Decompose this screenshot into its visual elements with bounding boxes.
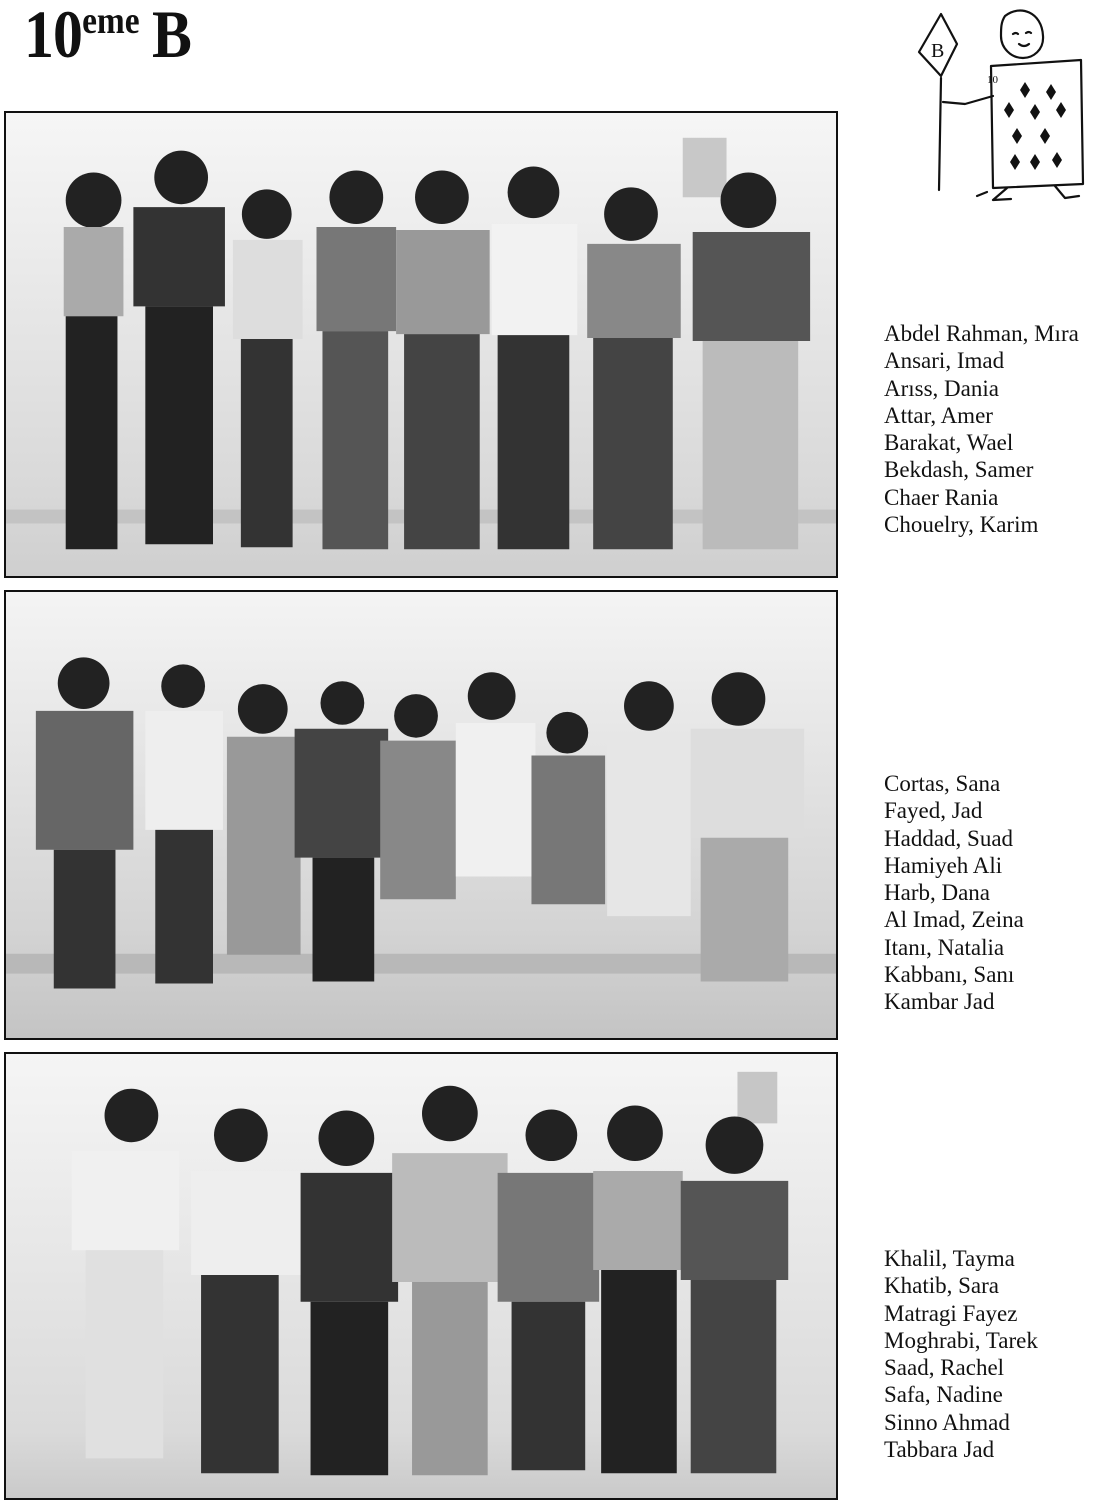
mascot-card-value: 10 (987, 74, 998, 86)
student-name: Barakat, Wael (884, 430, 1014, 456)
photo-3-image (6, 1054, 836, 1498)
title-number: 10 (24, 0, 83, 72)
name-list-group-3 (884, 1245, 1038, 1463)
student-name: Saad, Rachel (884, 1355, 1005, 1381)
student-name: Attar, Amer (884, 402, 993, 428)
student-name: Sinno Ahmad (884, 1409, 1010, 1435)
student-name: Itanı, Natalia (884, 934, 1005, 960)
student-name: Ansari, Imad (884, 348, 1005, 374)
playing-card-mascot-icon (905, 6, 1085, 202)
mascot-flag-letter: B (931, 40, 945, 62)
student-name: Moghrabi, Tarek (884, 1327, 1038, 1353)
student-name: Kabbanı, Sanı (884, 962, 1015, 988)
student-name: Kambar Jad (884, 989, 995, 1015)
student-name: Al Imad, Zeina (884, 907, 1024, 933)
title-section: B (151, 0, 191, 72)
class-group-photo-1 (4, 111, 838, 578)
student-name: Tabbara Jad (884, 1437, 995, 1463)
student-name: Fayed, Jad (884, 798, 983, 824)
name-list-group-1 (884, 320, 1079, 538)
photo-1-image (6, 113, 836, 576)
photo-2-image (6, 592, 836, 1038)
page-title (24, 0, 191, 72)
name-list-group-2 (884, 770, 1024, 1016)
student-name: Matragi Fayez (884, 1300, 1018, 1326)
student-name: Safa, Nadine (884, 1382, 1003, 1408)
student-name: Abdel Rahman, Mıra (884, 321, 1079, 346)
student-name: Khalil, Tayma (884, 1246, 1015, 1271)
student-name: Haddad, Suad (884, 825, 1014, 851)
student-name: Arıss, Dania (884, 375, 999, 401)
student-name: Chaer Rania (884, 484, 999, 510)
class-group-photo-2 (4, 590, 838, 1040)
student-name: Harb, Dana (884, 880, 991, 906)
class-group-photo-3 (4, 1052, 838, 1500)
student-name: Chouelry, Karim (884, 512, 1039, 538)
student-name: Cortas, Sana (884, 771, 1001, 796)
student-name: Hamiyeh Ali (884, 852, 1003, 878)
student-name: Khatib, Sara (884, 1273, 999, 1299)
title-superscript: eme (82, 0, 140, 42)
student-name: Bekdash, Samer (884, 457, 1034, 483)
